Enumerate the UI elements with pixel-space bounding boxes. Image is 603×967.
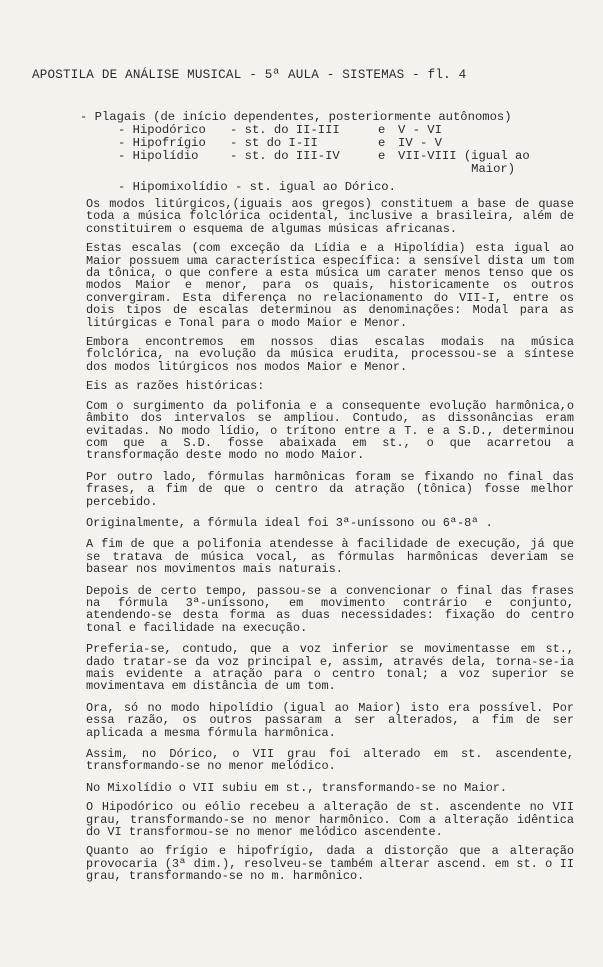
paragraph-polifonia: Com o surgimento da polifonia e a consequente evolução harmônica,o âmbito dos intervalos se ampliou. Contudo, as dissonâncias eram evitadas. No modo lídio, o trítono entre a T. e a S.D., determinou com que a S.D. fosse abaixada em st., o que acarretou a transformação deste modo no modo Maior. xyxy=(86,398,574,463)
mode-conjunction: e xyxy=(378,136,386,150)
paragraph-formula-ideal: Originalmente, a fórmula ideal foi 3ª-uníssono ou 6ª-8ª . xyxy=(86,515,493,530)
plagal-intro: - Plagais (de início dependentes, posteriormente autônomos) xyxy=(80,110,512,124)
paragraph-sensivel: Estas escalas (com exceção da Lídia e a Hipolídia) esta igual ao Maior possuem uma característica específica: a sensível dista um tom da tônica, o que confere a esta música um carater menos tenso que os modos Maior e menor, para os quais, historicamente os outros convergiram. Esta diferença no relacionamento do VII-I, entre os dois tipos de escalas determinou as denominações: Modal para as litúrgicas e Tonal para o modo Maior e Menor. xyxy=(86,241,574,330)
paragraph-voz-inferior: Preferia-se, contudo, que a voz inferior se movimentasse em st., dado tratar-se da voz principal e, assim, através dela, torna-se-ia mais evidente a atração para o centro tonal; a voz superior se movimentava em distância de um tom. xyxy=(86,642,574,694)
plagal-mode-list xyxy=(118,124,580,176)
mode-name: - Hipofrígio xyxy=(118,136,206,150)
mode-name: - Hipodórico xyxy=(118,123,206,137)
paragraph-modos-liturgicos: Os modos litúrgicos,(iguais aos gregos) constituem a base de quase toda a música folclórica ocidental, inclusive a brasileira, além de constituirem o esquema de algumas músicas africanas. xyxy=(86,197,574,236)
mode-result: VII-VIII (igual ao Maior) xyxy=(398,149,530,176)
paragraph-formulas: Por outro lado, fórmulas harmônicas foram se fixando no final das frases, a fim de que o centro da atração (tônica) fosse melhor percebido. xyxy=(86,469,574,509)
mode-conjunction: e xyxy=(378,123,386,137)
mode-row-hipolidio xyxy=(118,150,580,176)
mode-degrees: - st. do II-III xyxy=(230,123,340,137)
paragraph-mixolidio: No Mixolídio o VII subiu em st., transformando-se no Maior. xyxy=(86,780,507,795)
paragraph-razoes-title: Eis as razões históricas: xyxy=(86,379,265,394)
paragraph-facilidade: A fim de que a polifonia atendesse à facilidade de execução, já que se tratava de música vocal, as fórmulas harmônicas deveriam se basear nos movimentos mais naturais. xyxy=(86,537,574,577)
mode-result: IV - V xyxy=(398,136,442,150)
page-header: APOSTILA DE ANÁLISE MUSICAL - 5ª AULA - SISTEMAS - fl. 4 xyxy=(32,68,467,82)
mode-name: - Hipolídio xyxy=(118,149,199,163)
body-text xyxy=(86,198,574,890)
plagal-modes-section xyxy=(80,110,580,194)
paragraph-frigio: Quanto ao frígio e hipofrígio, dada a distorção que a alteração provocaria (3ª dim.), resolveu-se também alterar ascend. em st. o II grau, transformando-se no m. harmônico. xyxy=(86,844,574,884)
mode-conjunction: e xyxy=(378,149,386,163)
paragraph-hipolidio: Ora, só no modo hipolídio (igual ao Maior) isto era possível. Por essa razão, os outros passaram a ser alterados, a fim de ser aplicada a mesma fórmula harmônica. xyxy=(86,700,574,740)
hipomixolidio-line: - Hipomixolídio - st. igual ao Dórico. xyxy=(118,180,396,194)
paragraph-dorico: Assim, no Dórico, o VII grau foi alterado em st. ascendente, transformando-se no menor melódico. xyxy=(86,747,574,774)
mode-result: V - VI xyxy=(398,123,442,137)
paragraph-hipodorico: O Hipodórico ou eólio recebeu a alteração de st. ascendente no VII grau, transformando-se no menor harmônico. Com a alteração idêntica do VI transformou-se no menor melódico ascendente. xyxy=(86,800,574,840)
paragraph-sintese: Embora encontremos em nossos dias escalas modais na música folclórica, na evolução da música erudita, processou-se a síntese dos modos litúrgicos nos modos Maior e Menor. xyxy=(86,335,574,374)
mode-degrees: - st do I-II xyxy=(230,136,318,150)
paragraph-convencionar: Depois de certo tempo, passou-se a convencionar o final das frases na fórmula 3ª-uníssono, em movimento contrário e conjunto, atendendo-se desta forma as duas necessidades: fixação do centro tonal e facilidade na execução. xyxy=(86,583,574,635)
mode-degrees: - st. do III-IV xyxy=(230,149,340,163)
